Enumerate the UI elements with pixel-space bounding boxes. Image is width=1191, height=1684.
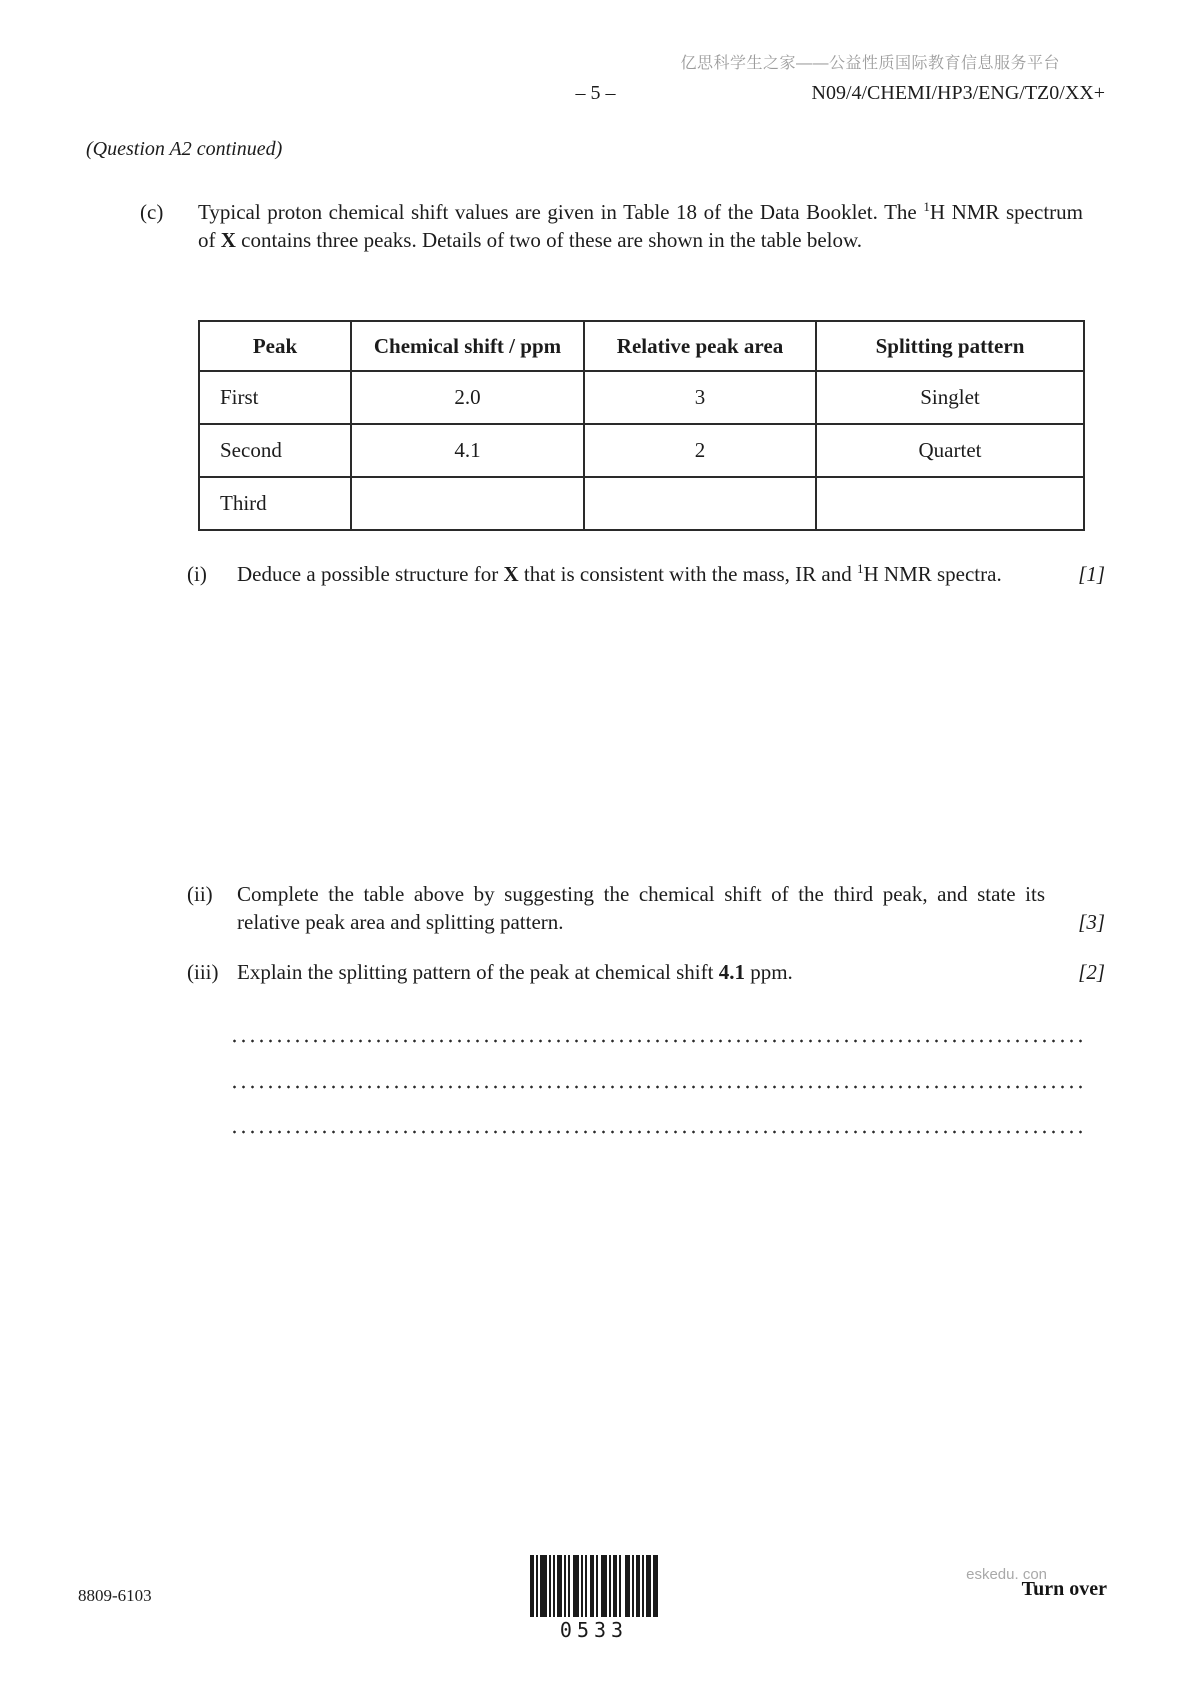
question-iii-label: (iii) [187, 960, 219, 984]
turn-over-label: Turn over [1021, 1578, 1107, 1600]
question-i-label: (i) [187, 562, 207, 586]
answer-dotted-line [230, 1130, 1083, 1134]
marks-badge: [1] [1078, 562, 1105, 586]
document-number: 8809-6103 [78, 1586, 152, 1605]
isotope-superscript: 1 [856, 561, 864, 576]
i-seg2: that is consistent with the mass, IR and [518, 562, 857, 586]
col-header-peak: Peak [199, 321, 351, 371]
question-c-i [187, 560, 1105, 588]
question-ii-label: (ii) [187, 882, 213, 906]
question-i-text [237, 560, 1045, 588]
footer-watermark: eskedu. con [966, 1566, 1047, 1583]
marks-badge: [3] [1078, 910, 1105, 934]
cell-area: 2 [584, 424, 816, 477]
header-watermark: 亿思科学生之家——公益性质国际教育信息服务平台 [680, 55, 1060, 72]
iii-seg1: Explain the splitting pattern of the peak at chemical shift [237, 960, 719, 984]
shift-value: 4.1 [718, 960, 745, 984]
intro-seg1: Typical proton chemical shift values are given in Table 18 of the Data Booklet. The [198, 200, 924, 224]
compound-x: X [503, 562, 519, 586]
isotope-superscript: 1 [923, 199, 930, 214]
cell-pattern-empty [816, 477, 1084, 530]
part-c-label: (c) [140, 200, 164, 224]
compound-x: X [220, 228, 236, 252]
cell-shift: 2.0 [351, 371, 584, 424]
page-number: – 5 – [575, 82, 616, 104]
col-header-splitting-pattern: Splitting pattern [816, 321, 1084, 371]
answer-dotted-line [230, 1039, 1083, 1043]
question-ii-text: Complete the table above by suggesting the chemical shift of the third peak, and state its relative peak area and splitting pattern. [237, 882, 1045, 934]
cell-area-empty [584, 477, 816, 530]
nmr-peaks-table [198, 320, 1085, 531]
part-c-intro-text [198, 198, 1105, 254]
question-iii-text [237, 958, 1045, 986]
cell-pattern: Singlet [816, 371, 1084, 424]
intro-seg3: contains three peaks. Details of two of these are shown in the table below. [235, 228, 863, 252]
intro-seg2: H NMR spectrum of [198, 200, 1083, 252]
iii-seg2: ppm. [744, 960, 793, 984]
question-c-ii [187, 880, 1105, 936]
paper-code: N09/4/CHEMI/HP3/ENG/TZ0/XX+ [811, 82, 1105, 104]
cell-peak: Third [199, 477, 351, 530]
col-header-relative-peak-area: Relative peak area [584, 321, 816, 371]
barcode-number: 0533 [559, 1618, 629, 1642]
cell-pattern: Quartet [816, 424, 1084, 477]
table-row [199, 477, 1084, 530]
cell-peak: First [199, 371, 351, 424]
table-row [199, 424, 1084, 477]
i-seg1: Deduce a possible structure for [237, 562, 504, 586]
question-continued-note: (Question A2 continued) [86, 138, 283, 160]
cell-peak: Second [199, 424, 351, 477]
cell-shift-empty [351, 477, 584, 530]
cell-shift: 4.1 [351, 424, 584, 477]
table-header-row [199, 321, 1084, 371]
col-header-chemical-shift: Chemical shift / ppm [351, 321, 584, 371]
table-row [199, 371, 1084, 424]
question-c-iii [187, 958, 1105, 986]
answer-dotted-line [230, 1085, 1083, 1089]
i-seg3: H NMR spectra. [863, 562, 1002, 586]
marks-badge: [2] [1078, 960, 1105, 984]
part-c-intro [140, 198, 1105, 254]
barcode-image [530, 1555, 658, 1617]
cell-area: 3 [584, 371, 816, 424]
